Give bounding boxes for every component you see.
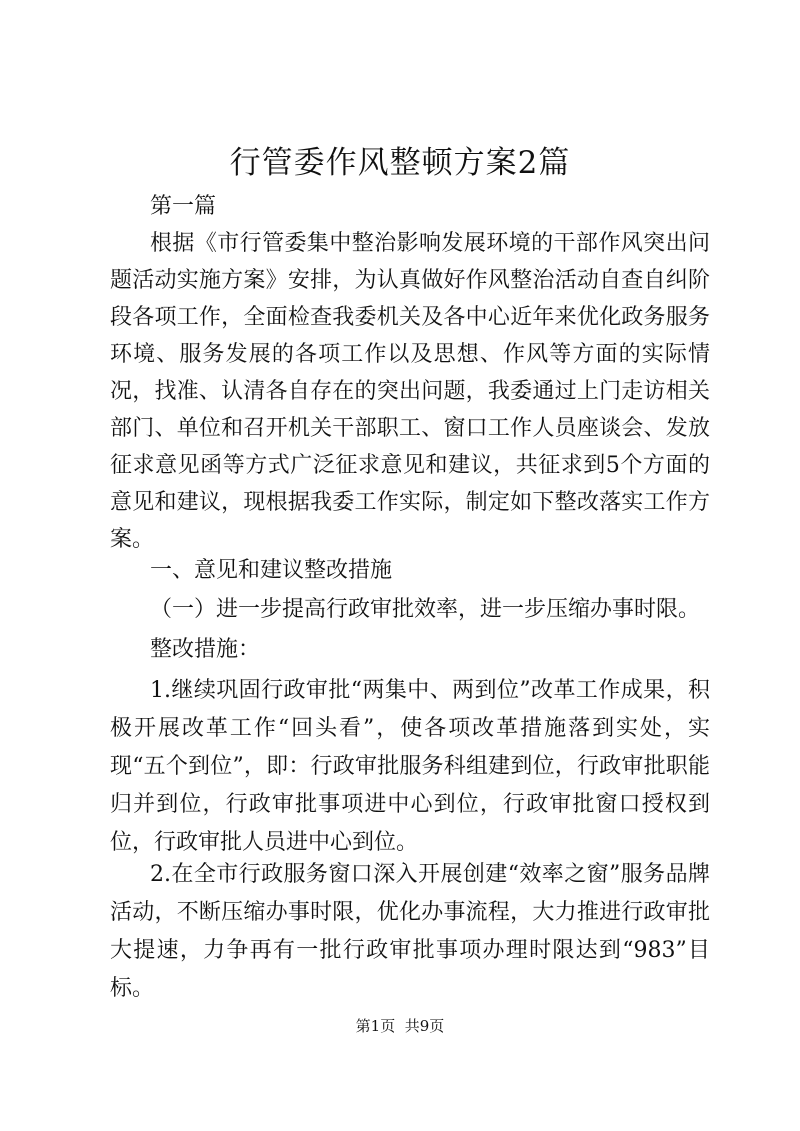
measure-paragraph-1: 1.继续巩固行政审批“两集中、两到位”改革工作成果，积极开展改革工作“回头看”，使各项改革措施落到实处，实现“五个到位”，即：行政审批服务科组建到位，行政审批职能归并到位，行政审批事项进中心到位，行政审批窗口授权到位，行政审批人员进中心到位。 <box>110 678 710 855</box>
section-heading: 一、意见和建议整改措施 <box>150 558 393 583</box>
page-total: 共9页 <box>404 1017 445 1035</box>
item-heading: （一）进一步提高行政审批效率，进一步压缩办事时限。 <box>150 597 701 622</box>
part-heading: 第一篇 <box>150 194 217 219</box>
page-footer <box>0 1014 800 1038</box>
measure-paragraph-2: 2.在全市行政服务窗口深入开展创建“效率之窗”服务品牌活动，不断压缩办事时限，优化办事流程，大力推进行政审批大提速，力争再有一批行政审批事项办理时限达到“983”目标。 <box>110 862 710 1001</box>
measures-label: 整改措施： <box>150 637 261 662</box>
page-number: 第1页 <box>355 1017 396 1035</box>
intro-paragraph: 根据《市行管委集中整治影响发展环境的干部作风突出问题活动实施方案》安排，为认真做好作风整治活动自查自纠阶段各项工作，全面检查我委机关及各中心近年来优化政务服务环境、服务发展的各项工作以及思想、作风等方面的实际情况，找准、认清各自存在的突出问题，我委通过上门走访相关部门、单位和召开机关干部职工、窗口工作人员座谈会、发放征求意见函等方式广泛征求意见和建议，共征求到5个方面的意见和建议，现根据我委工作实际，制定如下整改落实工作方案。 <box>110 231 710 552</box>
document-title: 行管委作风整顿方案2篇 <box>229 145 571 181</box>
